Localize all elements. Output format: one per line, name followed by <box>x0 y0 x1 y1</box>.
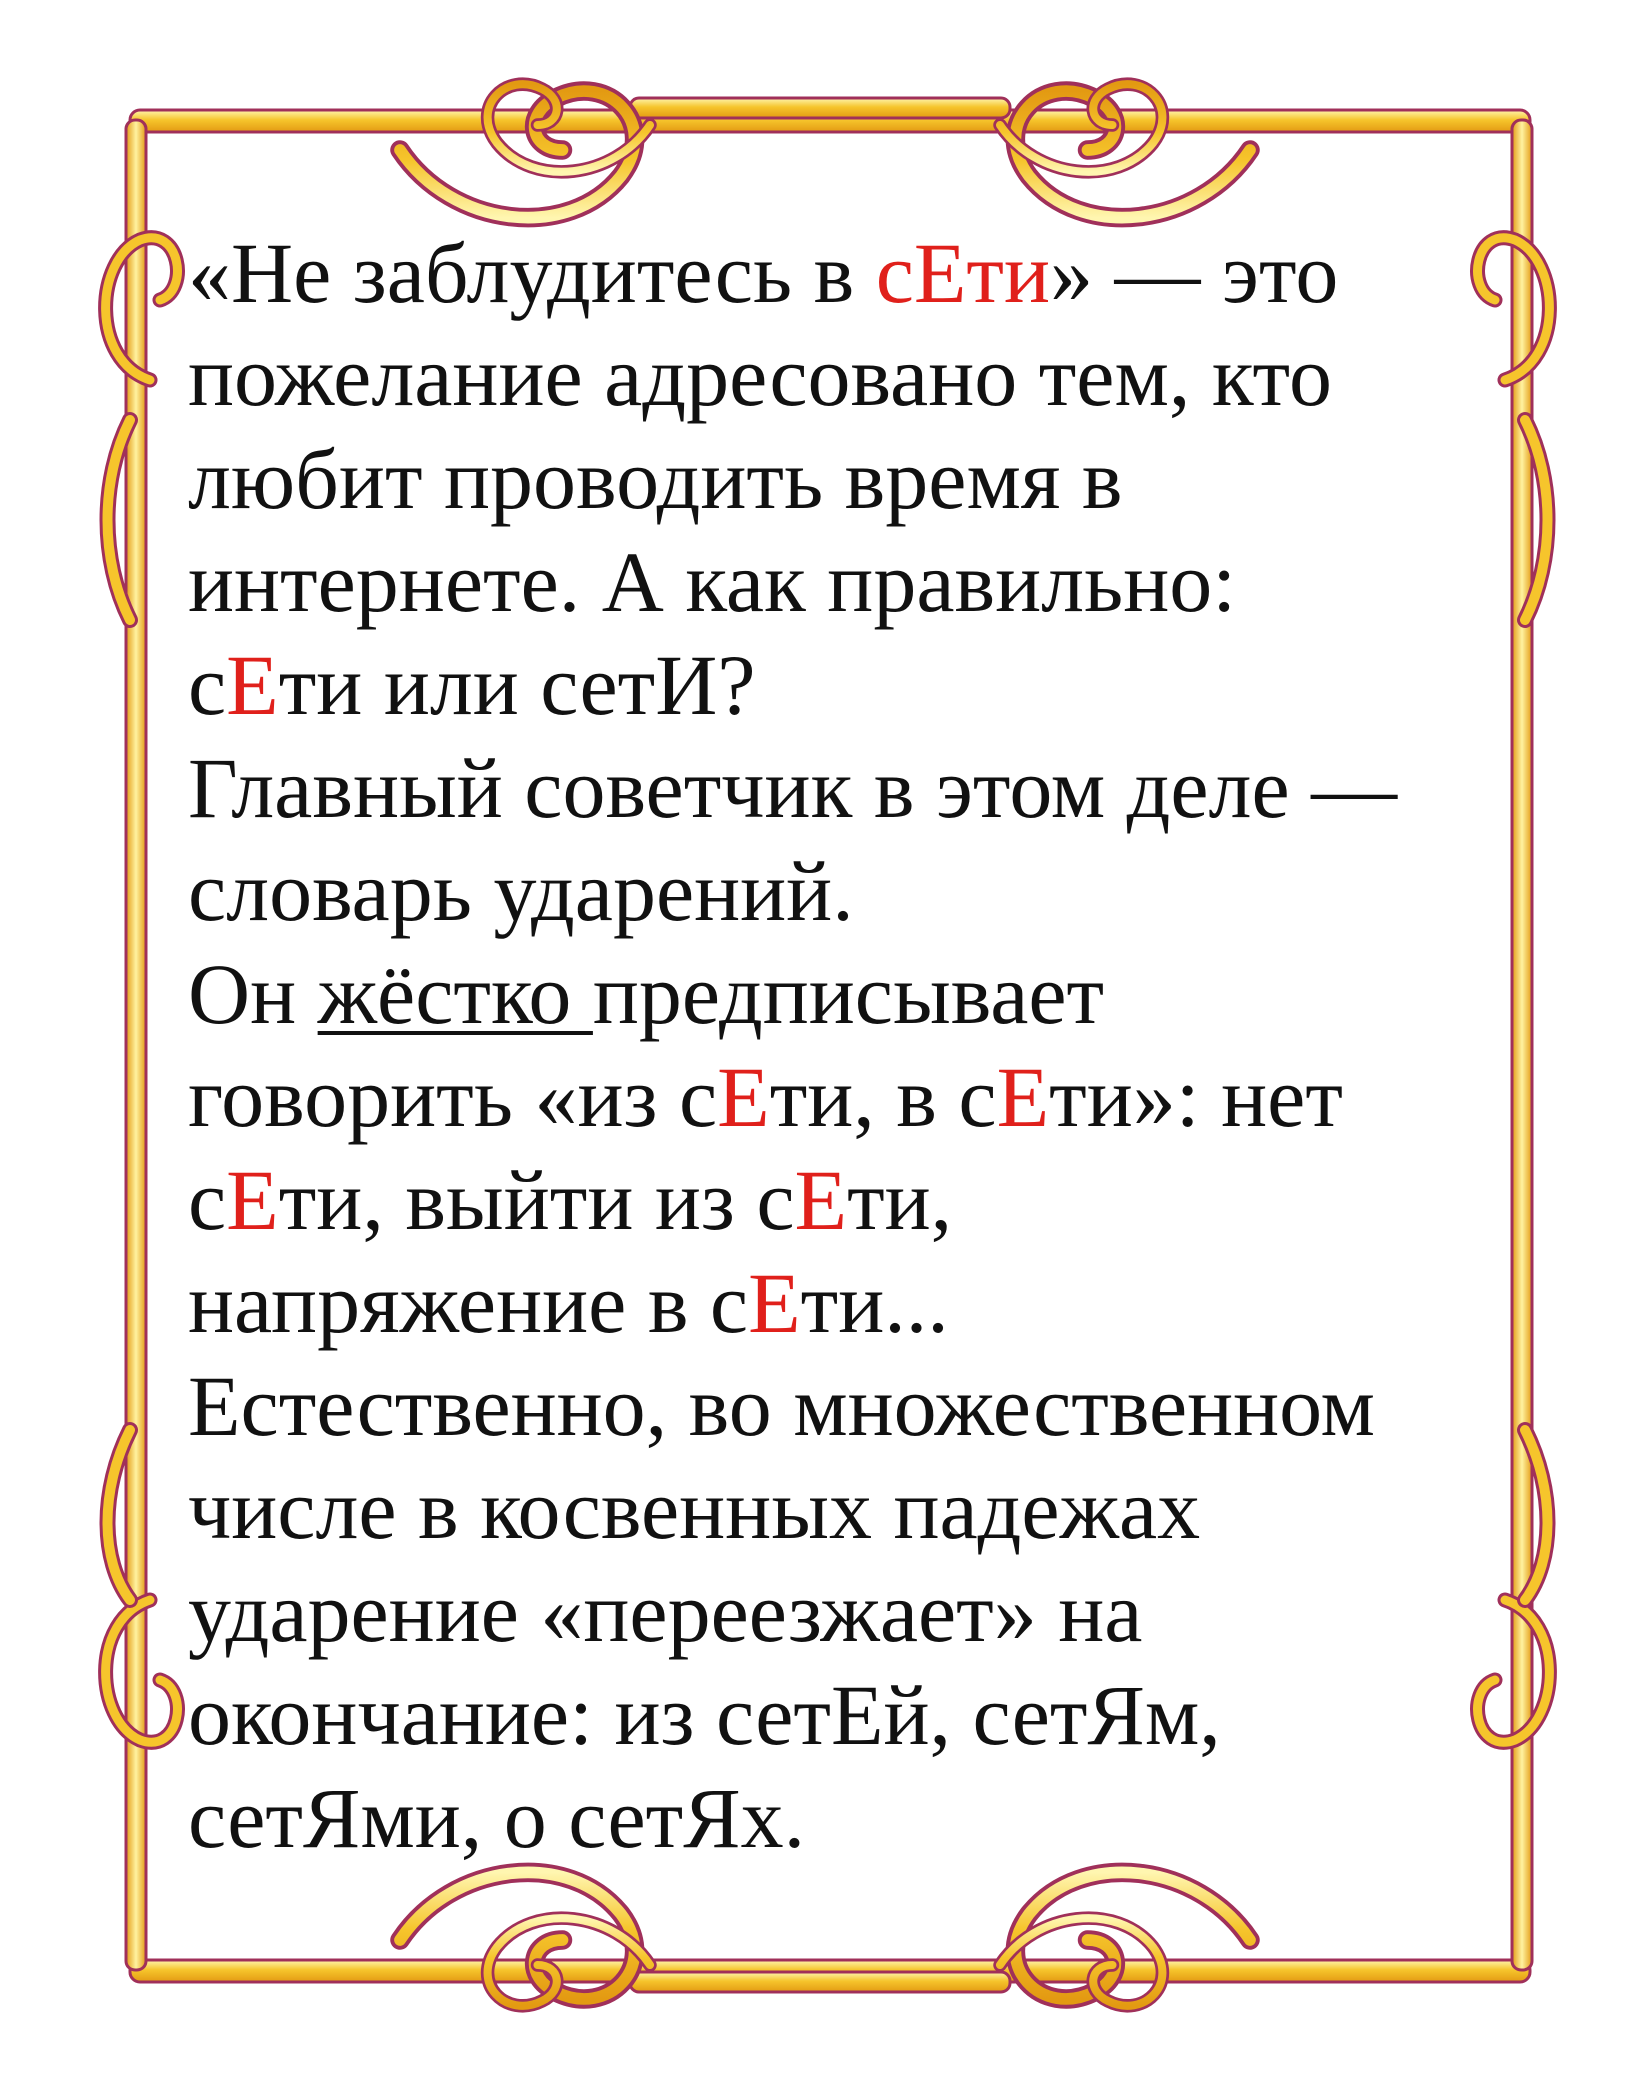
text-segment: с <box>188 1152 227 1248</box>
text-segment: «Не заблудитесь в <box>188 225 876 321</box>
text-segment: интернете. А как правильно: <box>188 534 1237 630</box>
text-segment: предписывает <box>592 946 1105 1042</box>
stressed-letter: Е <box>717 1049 770 1145</box>
text-line <box>188 943 1488 1046</box>
text-segment: окончание: из сетЕй, сетЯм, <box>188 1667 1221 1763</box>
stressed-letter: Е <box>748 1255 801 1351</box>
text-line <box>188 1664 1488 1767</box>
text-line <box>188 634 1488 737</box>
frame-top-border <box>130 84 1530 217</box>
text-segment: сетЯми, о сетЯх. <box>188 1770 806 1866</box>
text-line <box>188 1252 1488 1355</box>
text-segment: числе в косвенных падежах <box>188 1461 1201 1557</box>
text-line <box>188 1458 1488 1561</box>
text-line <box>188 1767 1488 1870</box>
text-segment: любит проводить время в <box>188 431 1123 527</box>
text-segment: Он <box>188 946 318 1042</box>
frame-left-border <box>106 120 178 1970</box>
text-line <box>188 531 1488 634</box>
text-segment: ти или сетИ? <box>278 637 756 733</box>
frame-bottom-border <box>130 1872 1530 2005</box>
text-segment: говорить «из с <box>188 1049 718 1145</box>
stressed-letter: Е <box>226 1152 279 1248</box>
text-segment: с <box>188 637 227 733</box>
text-segment: ударение «переезжает» на <box>188 1564 1143 1660</box>
text-segment: Естественно, во множественном <box>188 1358 1375 1454</box>
paragraph-text <box>188 222 1488 1870</box>
text-segment: ти, в с <box>769 1049 997 1145</box>
text-line <box>188 1355 1488 1458</box>
text-segment: » — это <box>1050 225 1339 321</box>
text-line <box>188 325 1488 428</box>
underlined-word: жёстко <box>317 946 593 1042</box>
text-segment: Главный советчик в этом деле — <box>188 740 1398 836</box>
text-line <box>188 428 1488 531</box>
text-line <box>188 1046 1488 1149</box>
text-segment: словарь ударений. <box>188 843 854 939</box>
text-segment: ти... <box>800 1255 949 1351</box>
stressed-letter: Е <box>226 637 279 733</box>
stressed-letter: сЕти <box>875 225 1051 321</box>
text-segment: ти, <box>847 1152 953 1248</box>
text-line <box>188 1149 1488 1252</box>
text-line <box>188 737 1488 840</box>
text-line <box>188 1561 1488 1664</box>
text-segment: пожелание адресовано тем, кто <box>188 328 1332 424</box>
text-segment: напряжение в с <box>188 1255 749 1351</box>
text-line <box>188 840 1488 943</box>
text-segment: ти, выйти из с <box>278 1152 795 1248</box>
stressed-letter: Е <box>794 1152 848 1248</box>
text-segment: ти»: нет <box>1049 1049 1343 1145</box>
text-line <box>188 222 1488 325</box>
frame-right-border <box>1478 120 1550 1970</box>
stressed-letter: Е <box>996 1049 1050 1145</box>
